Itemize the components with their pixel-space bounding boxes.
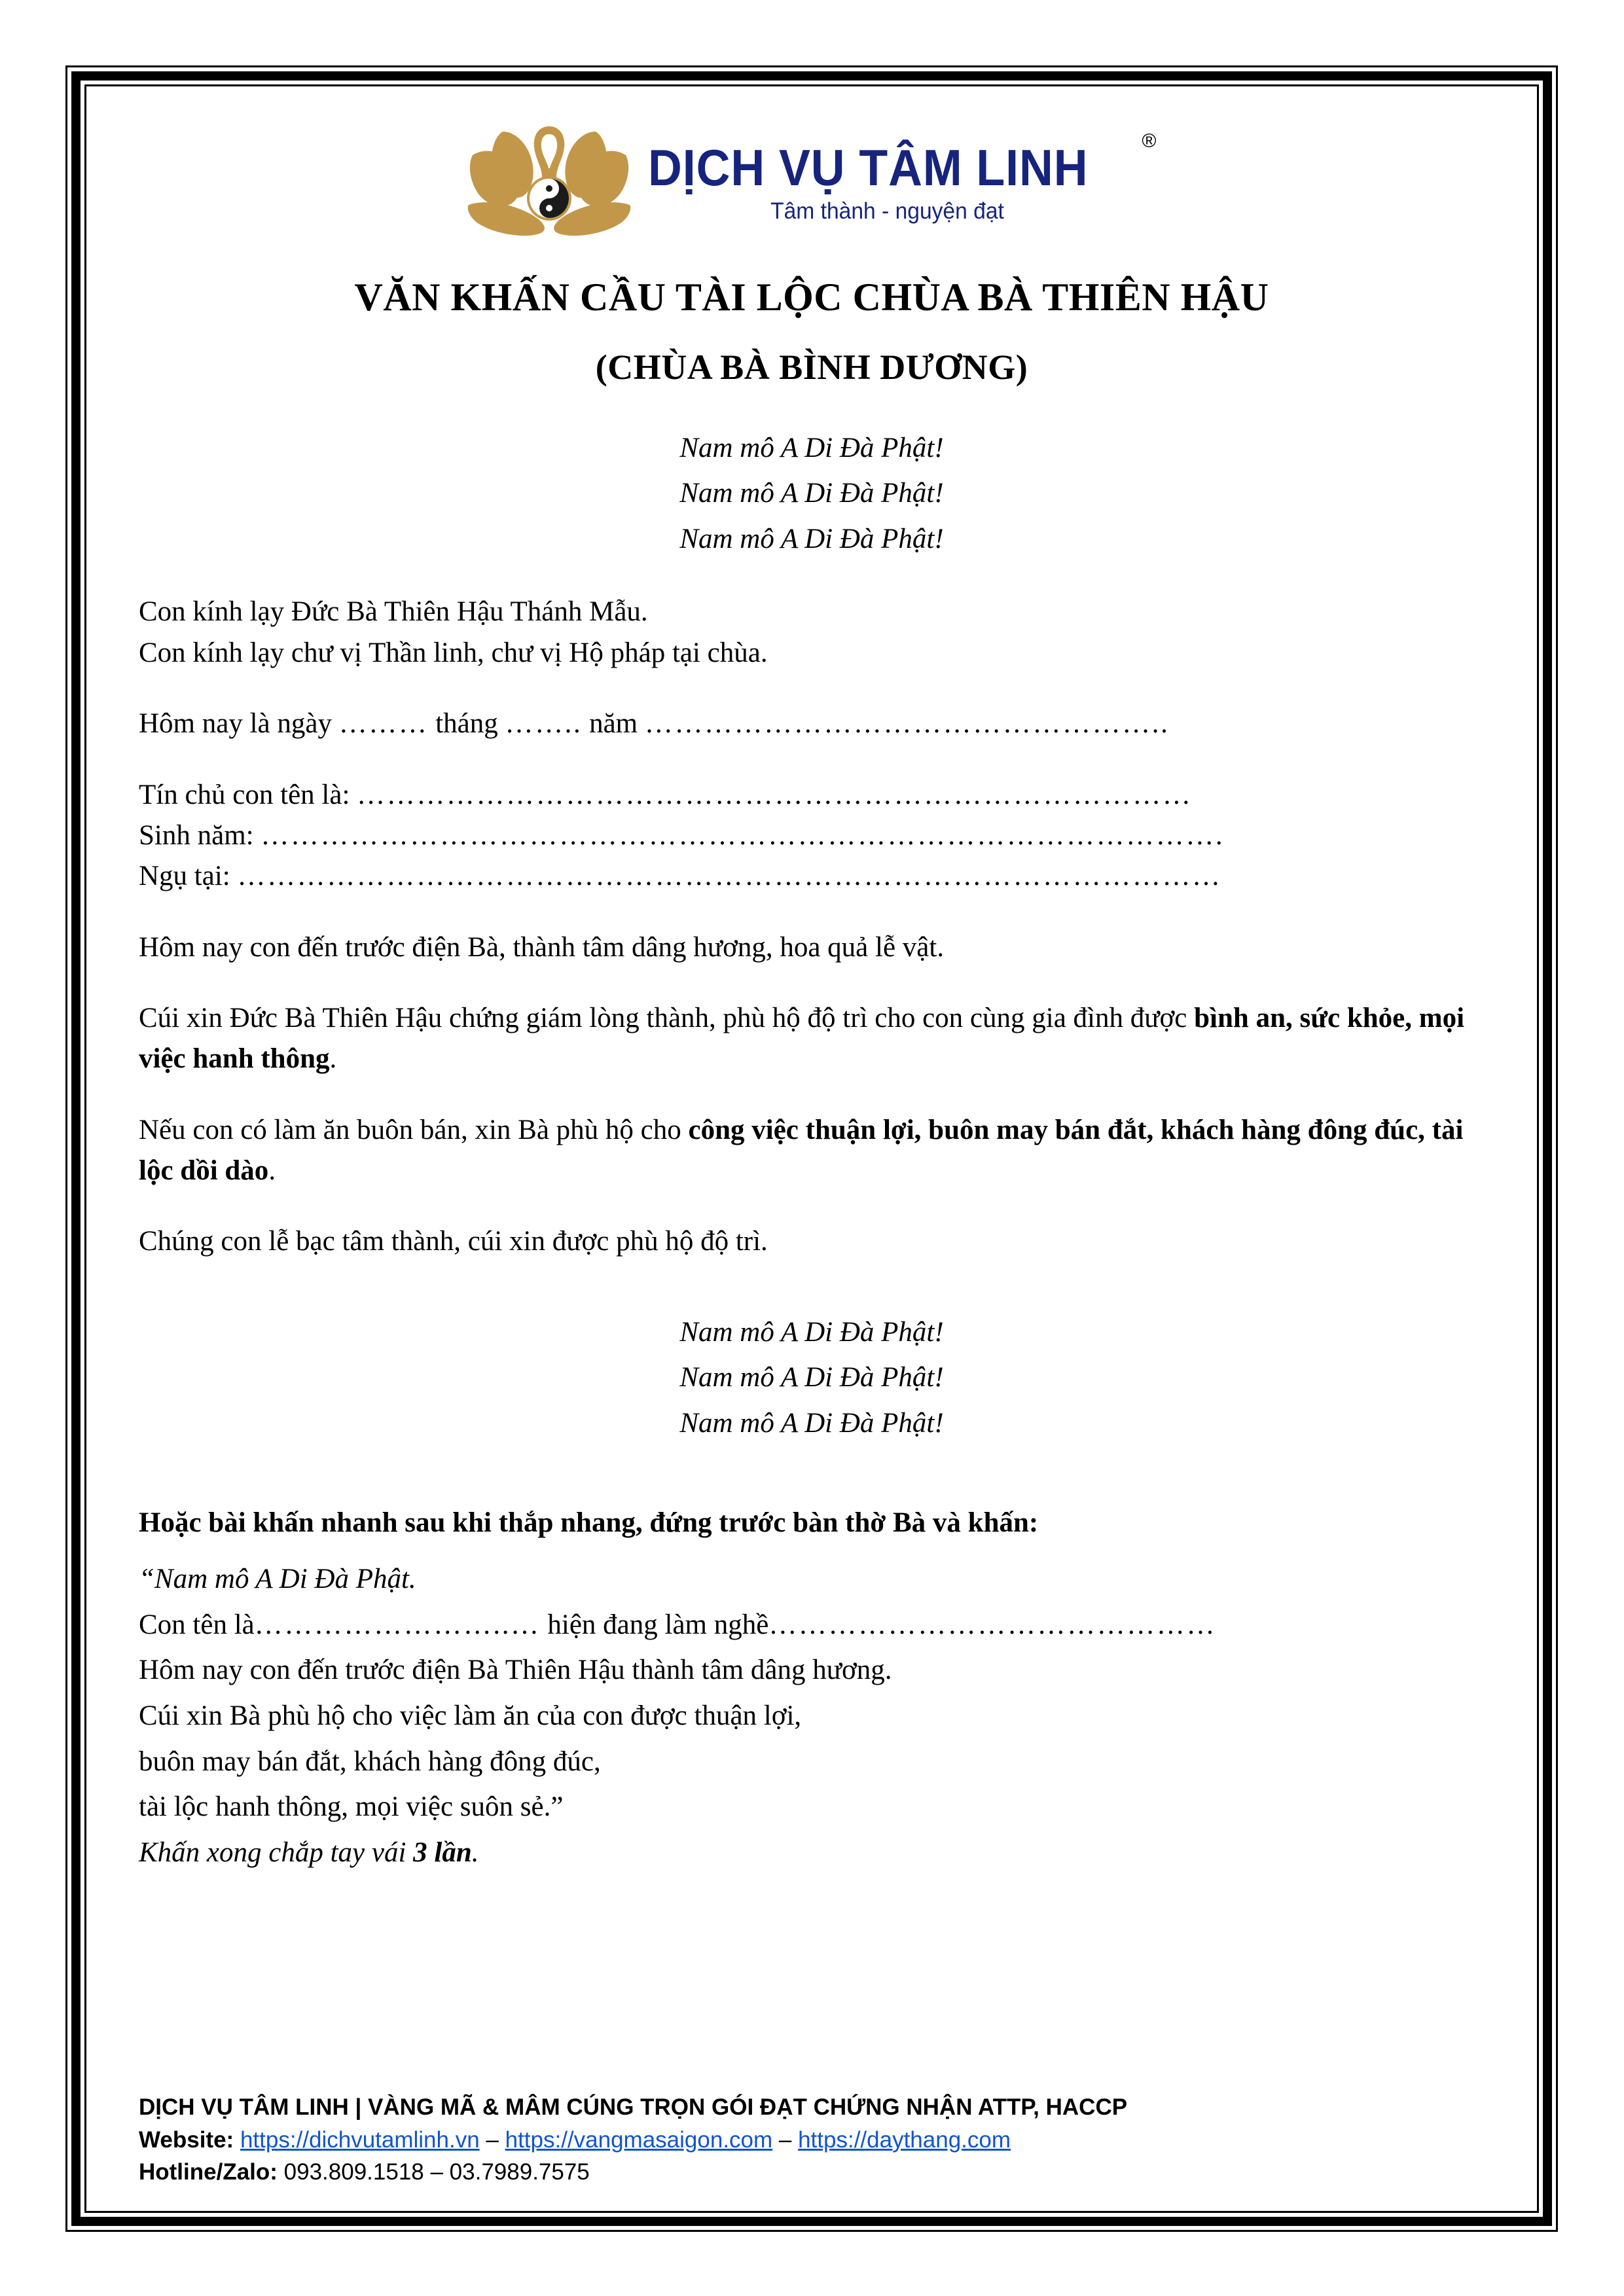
closing-chant [139, 1310, 1485, 1446]
request-blessing-text: Cúi xin Đức Bà Thiên Hậu chứng giám lòng thành, phù hộ độ trì cho con cùng gia đình được [139, 1002, 1195, 1033]
page-title: VĂN KHẤN CẦU TÀI LỘC CHÙA BÀ THIÊN HẬU [354, 276, 1269, 319]
chant-line: Nam mô A Di Đà Phật! [679, 1316, 944, 1348]
spacer [139, 745, 1485, 775]
page-subtitle: (CHÙA BÀ BÌNH DƯƠNG) [595, 348, 1028, 387]
field-birthyear-blank: ……………………………………………………………………………………. [261, 819, 1225, 851]
footer-website-label: Website: [139, 2126, 240, 2153]
footer-hotline-label: Hotline/Zalo: [139, 2159, 284, 2185]
quick-job-label: hiện đang làm nghề [540, 1609, 769, 1640]
spacer [139, 968, 1485, 998]
field-name-blank: ………………………………………………………………………… [357, 779, 1193, 810]
request-blessing [139, 998, 1485, 1080]
chant-line: Nam mô A Di Đà Phật! [679, 523, 944, 554]
footer-link-dichvutamlinh[interactable]: https://dichvutamlinh.vn [240, 2126, 480, 2153]
footer-company-line: DỊCH VỤ TÂM LINH | VÀNG MÃ & MÂM CÚNG TRỌN GÓI ĐẠT CHỨNG NHẬN ATTP, HACCP [139, 2094, 1128, 2120]
field-address-row [139, 856, 1485, 897]
chant-line: Nam mô A Di Đà Phật! [679, 478, 944, 509]
date-line-month-label: tháng [428, 708, 505, 740]
field-address-label: Ngụ tại: [139, 861, 238, 892]
final-note-text: Khấn xong chắp tay vái [139, 1837, 414, 1868]
quick-prayer-heading: Hoặc bài khấn nhanh sau khi thắp nhang, đứng trước bàn thờ Bà và khấn: [139, 1507, 1039, 1538]
spacer [139, 673, 1485, 704]
brand-tagline: Tâm thành - nguyện đạt [770, 198, 1004, 224]
footer-link-separator: – [772, 2126, 799, 2153]
brand-header [139, 113, 1485, 253]
footer-website-line [139, 2124, 1485, 2157]
offering-line: Hôm nay con đến trước điện Bà, thành tâm dâng hương, hoa quả lễ vật. [139, 931, 945, 963]
quick-prayer-open-quote: “Nam mô A Di Đà Phật. [139, 1563, 416, 1594]
brand-name: DỊCH VỤ TÂM LINH [647, 138, 1088, 196]
footer-link-separator: – [479, 2126, 505, 2153]
request-business-tail: . [268, 1155, 276, 1186]
date-year-blank: …………………………………………….. [644, 708, 1170, 740]
request-business-emphasis: công việc thuận lợi, buôn may bán đắt, khách hàng đông đúc, tài lộc dồi dào [139, 1114, 1464, 1186]
quick-job-blank: ……………………………………… [768, 1609, 1217, 1640]
date-month-blank: …….. [505, 708, 583, 740]
opening-chant [139, 425, 1485, 562]
date-day-blank: ……… [338, 708, 429, 740]
document-footer [139, 2091, 1485, 2189]
footer-hotline-value: 093.809.1518 – 03.7989.7575 [283, 2159, 590, 2185]
field-birthyear-label: Sinh năm: [139, 819, 261, 851]
field-birthyear-row [139, 816, 1485, 856]
lotus-yinyang-icon [467, 121, 631, 245]
request-blessing-tail: . [329, 1043, 337, 1075]
registered-trademark-icon: ® [1142, 130, 1157, 152]
document-page [65, 65, 1558, 2232]
final-note-count: 3 lần [413, 1837, 472, 1868]
date-line-prefix: Hôm nay là ngày [139, 708, 339, 740]
page-border-thick [71, 71, 1552, 2226]
spacer [139, 1446, 1485, 1477]
request-business [139, 1110, 1485, 1192]
footer-link-vangmasaigon[interactable]: https://vangmasaigon.com [505, 2126, 773, 2153]
final-note-tail: . [471, 1837, 479, 1868]
request-blessing-emphasis: bình an, sức khỏe, mọi việc hanh thông [139, 1002, 1465, 1075]
date-line-year-label: năm [582, 708, 645, 740]
footer-link-daythang[interactable]: https://daythang.com [798, 2126, 1011, 2153]
spacer [139, 897, 1485, 927]
footer-hotline-line [139, 2156, 1485, 2189]
quick-prayer-line: Hôm nay con đến trước điện Bà Thiên Hậu thành tâm dâng hương. [139, 1655, 892, 1686]
quick-prayer-line: Cúi xin Bà phù hộ cho việc làm ăn của con được thuận lợi, [139, 1700, 802, 1731]
spacer [139, 1080, 1485, 1110]
document-content [86, 86, 1537, 2211]
chant-line: Nam mô A Di Đà Phật! [679, 432, 944, 463]
request-business-text: Nếu con có làm ăn buôn bán, xin Bà phù hộ cho [139, 1114, 689, 1145]
spacer [139, 1191, 1485, 1221]
field-name-label: Tín chủ con tên là: [139, 779, 357, 810]
prayer-body [139, 592, 1485, 1875]
date-line [139, 704, 1485, 744]
chant-line: Nam mô A Di Đà Phật! [679, 1407, 944, 1439]
page-border-thin [84, 84, 1539, 2213]
spacer [139, 1477, 1485, 1503]
salutation-line: Con kính lạy chư vị Thần linh, chư vị Hộ pháp tại chùa. [139, 637, 768, 668]
quick-name-blank: ……………………..… [254, 1609, 541, 1640]
quick-prayer-name-row [139, 1602, 1485, 1648]
field-address-blank: ……………………………………………………………………………………… [237, 861, 1222, 892]
quick-name-label: Con tên là [139, 1609, 255, 1640]
closing-line: Chúng con lễ bạc tâm thành, cúi xin được phù hộ độ trì. [139, 1226, 768, 1257]
quick-prayer-final-note [139, 1830, 1485, 1876]
chant-line: Nam mô A Di Đà Phật! [679, 1362, 944, 1393]
brand-wordmark [647, 130, 1157, 224]
spacer [139, 1543, 1485, 1556]
salutation-line: Con kính lạy Đức Bà Thiên Hậu Thánh Mẫu. [139, 596, 648, 628]
quick-prayer-line: buôn may bán đắt, khách hàng đông đúc, [139, 1746, 601, 1777]
quick-prayer-line: tài lộc hanh thông, mọi việc suôn sẻ.” [139, 1791, 564, 1823]
field-name-row [139, 775, 1485, 816]
